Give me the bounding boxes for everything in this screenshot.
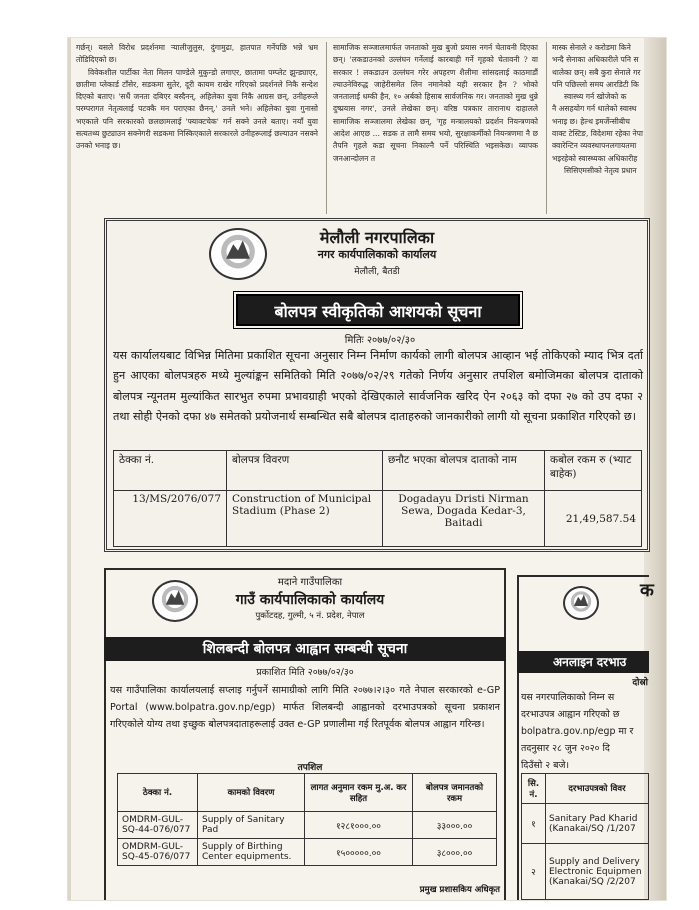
table-row: [522, 844, 649, 900]
table-header-cell: कामको विवरण: [198, 774, 305, 812]
news-column-1: [76, 42, 318, 214]
table-header-row: [114, 451, 642, 491]
body-line: दरभाउपत्र आह्वान गरिएको छ: [521, 709, 620, 720]
notice-body: यस गाउँपालिका कार्यालयलाई सप्लाइ गर्नुपर्ने सामाग्रीको लागि मिति २०७७।२।३० गते नेपाल सरकारको e-GP Portal (www.bolpatra.gov.np/egp) मार्फत शिलबन्दी आह्वानको दरभाउपत्रको सूचना प्रकाशन गरिएकोले योग्य तथा इच्छुक बोलपत्रदाताहरूलाई उक्त e-GP प्रणालीमा गई रितपूर्वक बोलपत्र आह्वान गरिन्छ।: [110, 685, 500, 730]
notice-address: मेलौली, बैतडी: [354, 267, 400, 277]
cost-estimate: १२८१०००.००: [305, 812, 413, 839]
bid-acceptance-table: [113, 450, 642, 547]
notice-address: पुर्कोटदह, गुल्मी, ५ नं. प्रदेश, नेपाल: [255, 611, 365, 621]
work-description: Supply of Sanitary Pad: [198, 812, 305, 839]
notice-org-name: मेलौली नगरपालिका: [319, 228, 435, 247]
notice-banner-title: शिलबन्दी बोलपत्र आह्वान सम्बन्धी सूचना: [104, 637, 506, 661]
contract-number: OMDRM-GUL-SQ-44-076/077: [118, 812, 198, 839]
table-header-cell: ठेक्का नं.: [114, 451, 227, 491]
notice-date: प्रकाशित मिति २०७७/०२/३०: [256, 667, 354, 678]
table-row: [118, 839, 497, 866]
quotation-description: Sanitary Pad Kharid (Kanakai/SQ /1/207: [546, 804, 649, 844]
tender-table: [117, 773, 497, 866]
table-header-cell: सि. नं.: [522, 774, 546, 804]
notice-org-name: मदाने गाउँपालिका: [277, 577, 343, 588]
table-header-cell: कबोल रकम रु (भ्याट बाहेक): [545, 451, 642, 491]
contract-number: 13/MS/2076/077: [114, 491, 227, 547]
news-line: मास्क सेनाले २ करोडमा किने: [552, 43, 631, 52]
details-heading: तपशिल: [297, 763, 323, 773]
news-paragraph: गर्छन्। यसले विरोध प्रदर्शनमा र्‍यालीजुलुस, दुंगामुढा, हातपात गर्नेपछि भन्ने भ्रम तोडिदिएको छ।: [76, 43, 318, 65]
nepal-emblem-icon: [209, 228, 267, 280]
news-line: भइरहेको स्वास्थ्यका अधिकारीह: [552, 153, 638, 163]
bid-security: ३८०००.००: [413, 839, 497, 866]
news-column-3: [552, 42, 644, 214]
news-paragraph: विवेकशील पार्टीका नेता मिलन पाण्डेले मुकुन्डो लगाएर, छातामा पम्प्लेट झुन्ड्याएर, छातीमा प्लेकार्ड टाँसेर, सडकमा सुतेर, दूरी कायम राखेर गरिएको प्रदर्शनले निकै सन्देश दिएको बताए। 'सधैं जनता दबिएर बस्दैनन्, अहिलेका युवा निकै आग्रस छन्, उनीहरूले परम्परागत नेतृत्वलाई पटक्कै मन पराएका छैनन्,' उनले भने। अहिलेका युवा गुनासो भएकाले पनि सरकारको छलछामलाई 'फ्याक्टचेक' गर्न सक्ने उनले बताए। नयाँ युवा सत्यतथ्य छुट्याउन सक्नेगरी सडकमा निस्किएकाले सरकारले उनीहरूलाई छल्याउन नसक्ने उनको भनाइ छ।: [76, 67, 318, 151]
news-line: भन्दै सेनाका अधिकारीले पनि स: [552, 55, 639, 65]
notice-banner-title: अनलाइन दरभाउ: [517, 651, 649, 673]
nepal-emblem-icon: [563, 586, 599, 620]
serial-number: १: [522, 804, 546, 844]
table-header-cell: ठेक्का नं.: [118, 774, 198, 812]
quotation-table: [521, 773, 649, 900]
body-line: तदनुसार २८ जुन २०२० दि: [521, 743, 610, 754]
notice-office-name: गाउँ कार्यपालिकाको कार्यालय: [235, 592, 385, 608]
column-divider: [546, 42, 547, 214]
table-header-cell: बोलपत्र विवरण: [227, 451, 383, 491]
notice-reference: दोस्रो: [632, 678, 648, 688]
notice-corner-letter: क: [640, 580, 654, 601]
work-description: Supply of Birthing Center equipments.: [198, 839, 305, 866]
table-row: [114, 491, 642, 547]
bid-description: Construction of Municipal Stadium (Phase 2): [227, 491, 383, 547]
news-line: भनाइ छ। हेल्थ इमर्जेन्सीबीच: [552, 116, 630, 126]
serial-number: २: [522, 844, 546, 900]
news-column-2: [333, 42, 538, 214]
table-header-row: [118, 774, 497, 812]
news-line: पनि पछिल्लो समय आरडिटी कि: [552, 79, 639, 89]
notice-body: [521, 689, 649, 774]
news-line: वाक्ट टेस्टिङ, विदेशमा रहेका नेपा: [552, 129, 643, 139]
notice-office-name: नगर कार्यपालिकाको कार्यालय: [317, 248, 437, 261]
news-line: स्वास्थ्य गर्न खोजेको क: [564, 92, 627, 102]
table-row: [118, 812, 497, 839]
cost-estimate: १५०००००.००: [305, 839, 413, 866]
table-header-cell: छनौट भएका बोलपत्र दाताको नाम: [383, 451, 545, 491]
news-line: थालेका छन्। सबै कुरा सेनाले गर: [552, 67, 641, 77]
table-header-cell: दरभाउपत्रको विवर: [546, 774, 649, 804]
body-line: यस नगरपालिकाको निम्न स: [521, 692, 615, 703]
table-header-cell: लागत अनुमान रकम मु.अ. कर सहित: [305, 774, 413, 812]
bidder-name: Dogadayu Dristi Nirman Sewa, Dogada Kedar-3, Baitadi: [383, 491, 545, 547]
news-line: क्वारेन्टिन व्यवस्थापनलगायतमा: [552, 141, 637, 151]
signature-title: प्रमुख प्रशासकिय अधिकृत: [419, 885, 500, 895]
news-line: सिसिएमसीको नेतृत्व प्रधान: [564, 165, 637, 175]
body-line: bolpatra.gov.np/egp मा र: [521, 726, 634, 737]
quotation-description: Supply and Delivery Electronic Equipmen (Kanakai/SQ /2/207: [546, 844, 649, 900]
body-line: दिउँसो २ बजे।: [521, 760, 570, 771]
page-fold-left: [68, 38, 71, 900]
notice-date: मितिः २०७७/०२/३०: [344, 335, 416, 346]
bid-amount: 21,49,587.54: [545, 491, 642, 547]
contract-number: OMDRM-GUL-SQ-45-076/077: [118, 839, 198, 866]
bid-security: ३३०००.००: [413, 812, 497, 839]
news-paragraph: सामाजिक सञ्जालमार्फत जनताको मुख बुजो प्रयास नगर्न चेतावनी दिएका छन्। 'लकडाउनको उल्लंघन गर्नेलाई कारबाही गर्ने गृहको चेतावनी ? वा सरकार ! लकडाउन उल्लंघन गरेर अपहरण शैलीमा सांसदलाई काठमाडौं ल्याउनेविरुद्ध जाहेरीसमेत लिन नमानेको यही सरकार हैन ? भोको जनतालाई धम्की हैन, १० अर्बको हिसाब सार्वजनिक गर। जनताको मुख थुन्ने दुष्प्रयास नगर', उनले लेखेका छन्। वरिष्ठ पत्रकार तारानाथ दाहालले सामाजिक सञ्जालमा लेखेका छन्, 'गृह मन्त्रालयको प्रदर्शन नियन्त्रणको आदेश आएछ ... सडक त लामै समय भयो, सुरक्षाकर्मीको नियन्त्रणमा नै छ तैपनि गृहले कडा सूचना निकाल्नै पर्ने परिस्थिति भइसकेछ। व्यापक जनआन्दोलन त: [333, 43, 538, 163]
table-row: [522, 804, 649, 844]
table-header-cell: बोलपत्र जमानतको रकम: [413, 774, 497, 812]
news-line: नै असहयोग गर्न थालेको स्वास्थ: [552, 104, 637, 114]
notice-banner-title: बोलपत्र स्वीकृतिको आशयको सूचना: [236, 294, 520, 326]
notice-body: यस कार्यालयबाट विभिन्न मितिमा प्रकाशित सूचना अनुसार निम्न निर्माण कार्यको लागी बोलपत्र आव्हान भई तोकिएको म्याद भित्र दर्ता हुन आएका बोलपत्रहरु मध्ये मुल्यांङ्कन समितिको मिति २०७७/०२/२९ गतेको निर्णय अनुसार तपशिल बमोजिमका बोलपत्र दाताको बोलपत्र न्यूनतम मुल्यांकित सारभुत रुपमा प्रभावग्राही भएको देखिएकाले सार्वजनिक खरिद ऐन २०६३ को दफा २७ को उप दफा २ तथा सोही ऐनको दफा ४७ समेतको प्रयोजनार्थ सम्बन्धित सबै बोलपत्र दाताहरुको जानकारीको लागी यो सूचना प्रकाशित गरिएको छ।: [113, 349, 643, 423]
table-header-row: [522, 774, 649, 804]
column-divider: [326, 42, 327, 214]
